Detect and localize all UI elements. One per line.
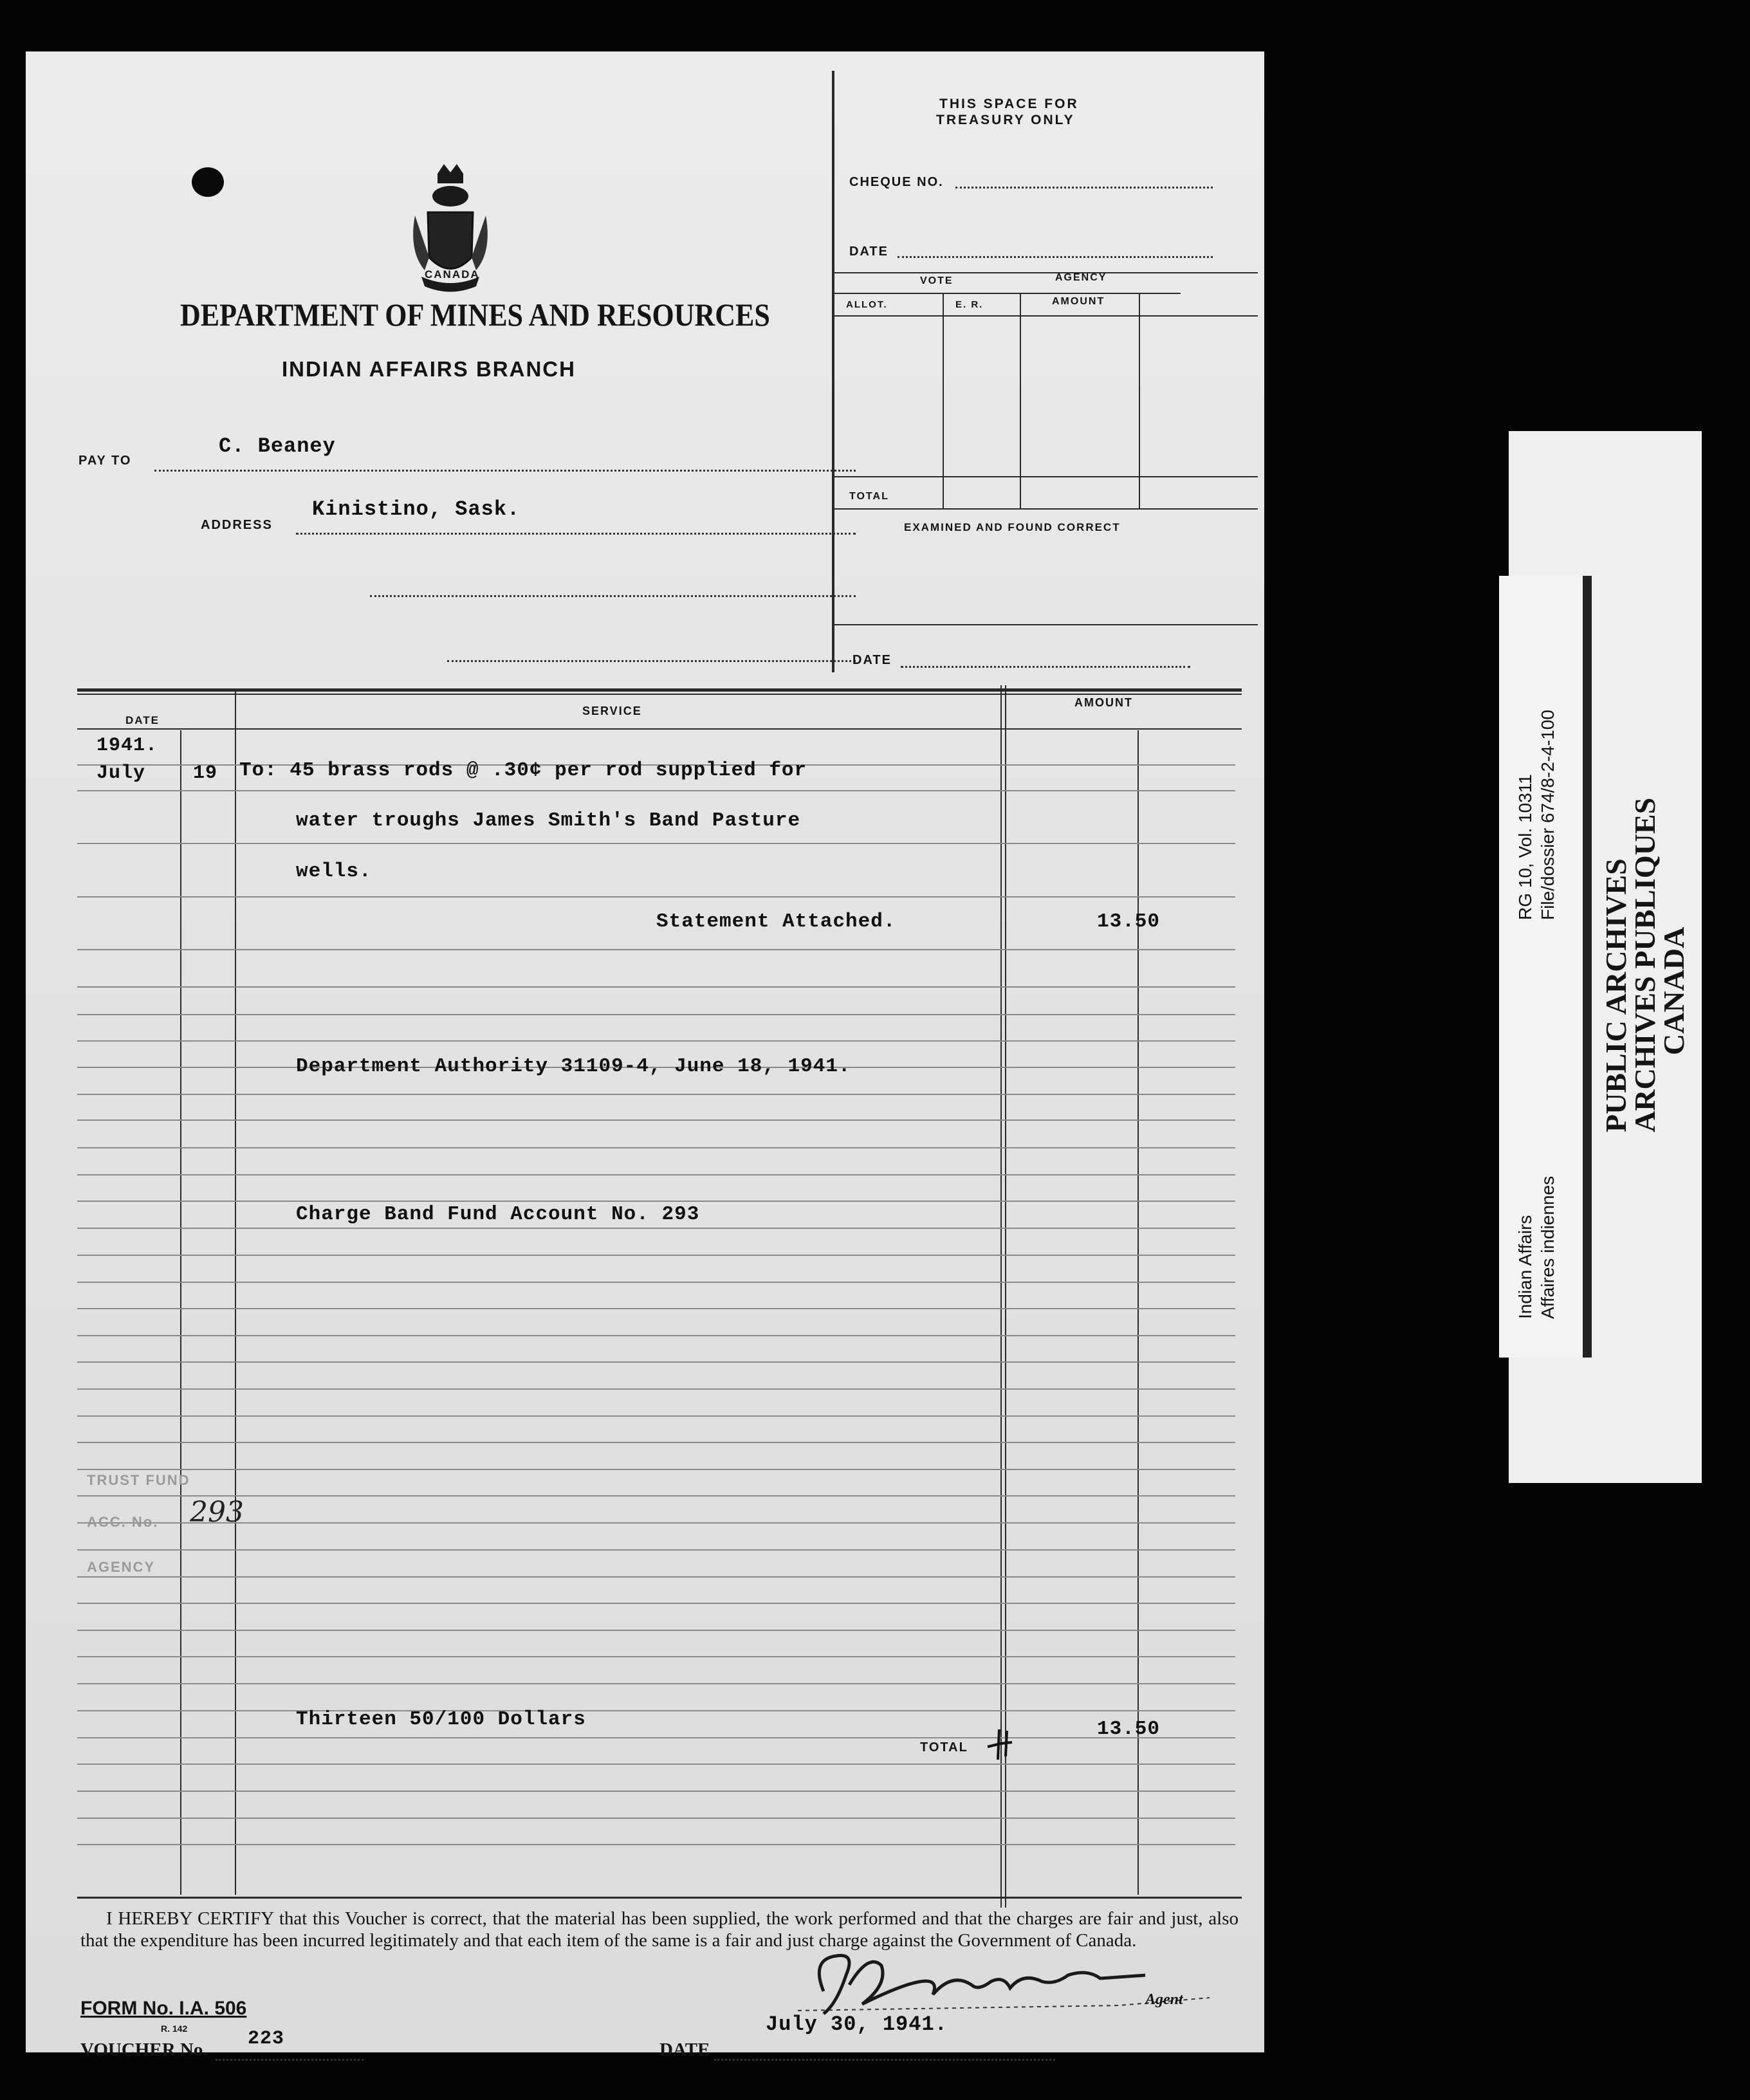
allot-label: ALLOT. xyxy=(846,299,888,310)
total-label: TOTAL xyxy=(920,1740,968,1755)
pay-to-label: PAY TO xyxy=(78,454,132,468)
amount-in-words: Thirteen 50/100 Dollars xyxy=(296,1708,586,1731)
address-value: Kinistino, Sask. xyxy=(312,497,520,521)
trust-fund-stamp: TRUST FUND xyxy=(87,1472,190,1488)
entry-month: July xyxy=(97,762,146,784)
er-label: E. R. xyxy=(955,299,984,310)
voucher-no-label: VOUCHER No. xyxy=(80,2040,208,2060)
check-mark-icon xyxy=(981,1724,1020,1766)
entry-year: 1941. xyxy=(97,735,158,757)
cheque-no-label: CHEQUE NO. xyxy=(849,175,944,189)
entry-day: 19 xyxy=(193,762,218,784)
form-number: FORM No. I.A. 506 xyxy=(80,1998,247,2019)
archive-ref-2: File/dossier 674/8-2-4-100 xyxy=(1538,710,1558,920)
statement-amount: 13.50 xyxy=(1097,910,1161,933)
branch-title: INDIAN AFFAIRS BRANCH xyxy=(282,357,576,381)
treasury-amount-label: AMOUNT xyxy=(1052,296,1105,307)
treasury-date-label: DATE xyxy=(849,244,889,259)
acc-handwritten-value: 293 xyxy=(190,1496,244,1529)
service-line-1: To: 45 brass rods @ .30¢ per rod supplied for xyxy=(239,759,807,782)
archive-title-1: PUBLIC ARCHIVES xyxy=(1599,858,1632,1132)
treasury-date2-label: DATE xyxy=(852,653,892,667)
department-authority: Department Authority 31109-4, June 18, 1941. xyxy=(296,1055,851,1078)
service-column-header: SERVICE xyxy=(582,705,642,717)
treasury-title-2: TREASURY ONLY xyxy=(936,113,1075,127)
agent-label: Agent xyxy=(1145,1991,1183,2008)
archive-ref-1: RG 10, Vol. 10311 xyxy=(1515,774,1535,920)
certification-text: I HEREBY CERTIFY that this Voucher is correct, that the material has been supplied, the work performed and that the charges are fair and just, also that the expenditure has been incurred legitimately and that each item of the same is a fair and just charge against the Government of Canada. xyxy=(80,1908,1239,1951)
vote-label: VOTE xyxy=(920,275,953,286)
footer-date-value: July 30, 1941. xyxy=(766,2013,948,2036)
footer-date-label: DATE xyxy=(659,2040,710,2060)
archive-title-2: ARCHIVES PUBLIQUES xyxy=(1628,797,1661,1132)
charge-account: Charge Band Fund Account No. 293 xyxy=(296,1203,700,1226)
address-label: ADDRESS xyxy=(201,518,273,532)
punch-hole xyxy=(192,167,224,197)
examined-label: EXAMINED AND FOUND CORRECT xyxy=(904,521,1121,533)
archive-title-3: CANADA xyxy=(1657,926,1690,1055)
service-line-3: wells. xyxy=(296,860,372,883)
archive-series-2: Affaires indiennes xyxy=(1538,1175,1558,1319)
agency-label: AGENCY xyxy=(1055,272,1107,283)
pay-to-value: C. Beaney xyxy=(219,434,336,458)
agency-stamp: AGENCY xyxy=(87,1559,156,1575)
voucher-no-value: 223 xyxy=(248,2028,285,2050)
treasury-title-1: THIS SPACE FOR xyxy=(939,97,1079,111)
department-title: DEPARTMENT OF MINES AND RESOURCES xyxy=(180,297,770,333)
treasury-total-label: TOTAL xyxy=(849,491,889,502)
acc-no-stamp: ACC. No. xyxy=(87,1514,159,1530)
date-column-header: DATE xyxy=(125,714,160,726)
service-line-2: water troughs James Smith's Band Pasture xyxy=(296,809,801,832)
total-amount: 13.50 xyxy=(1097,1718,1161,1740)
country-label: CANADA xyxy=(425,268,480,281)
voucher-document xyxy=(26,51,1264,2060)
form-sub: R. 142 xyxy=(161,2023,188,2034)
statement-attached: Statement Attached. xyxy=(656,910,896,933)
archive-series-1: Indian Affairs xyxy=(1515,1215,1535,1319)
amount-column-header: AMOUNT xyxy=(1074,696,1133,709)
